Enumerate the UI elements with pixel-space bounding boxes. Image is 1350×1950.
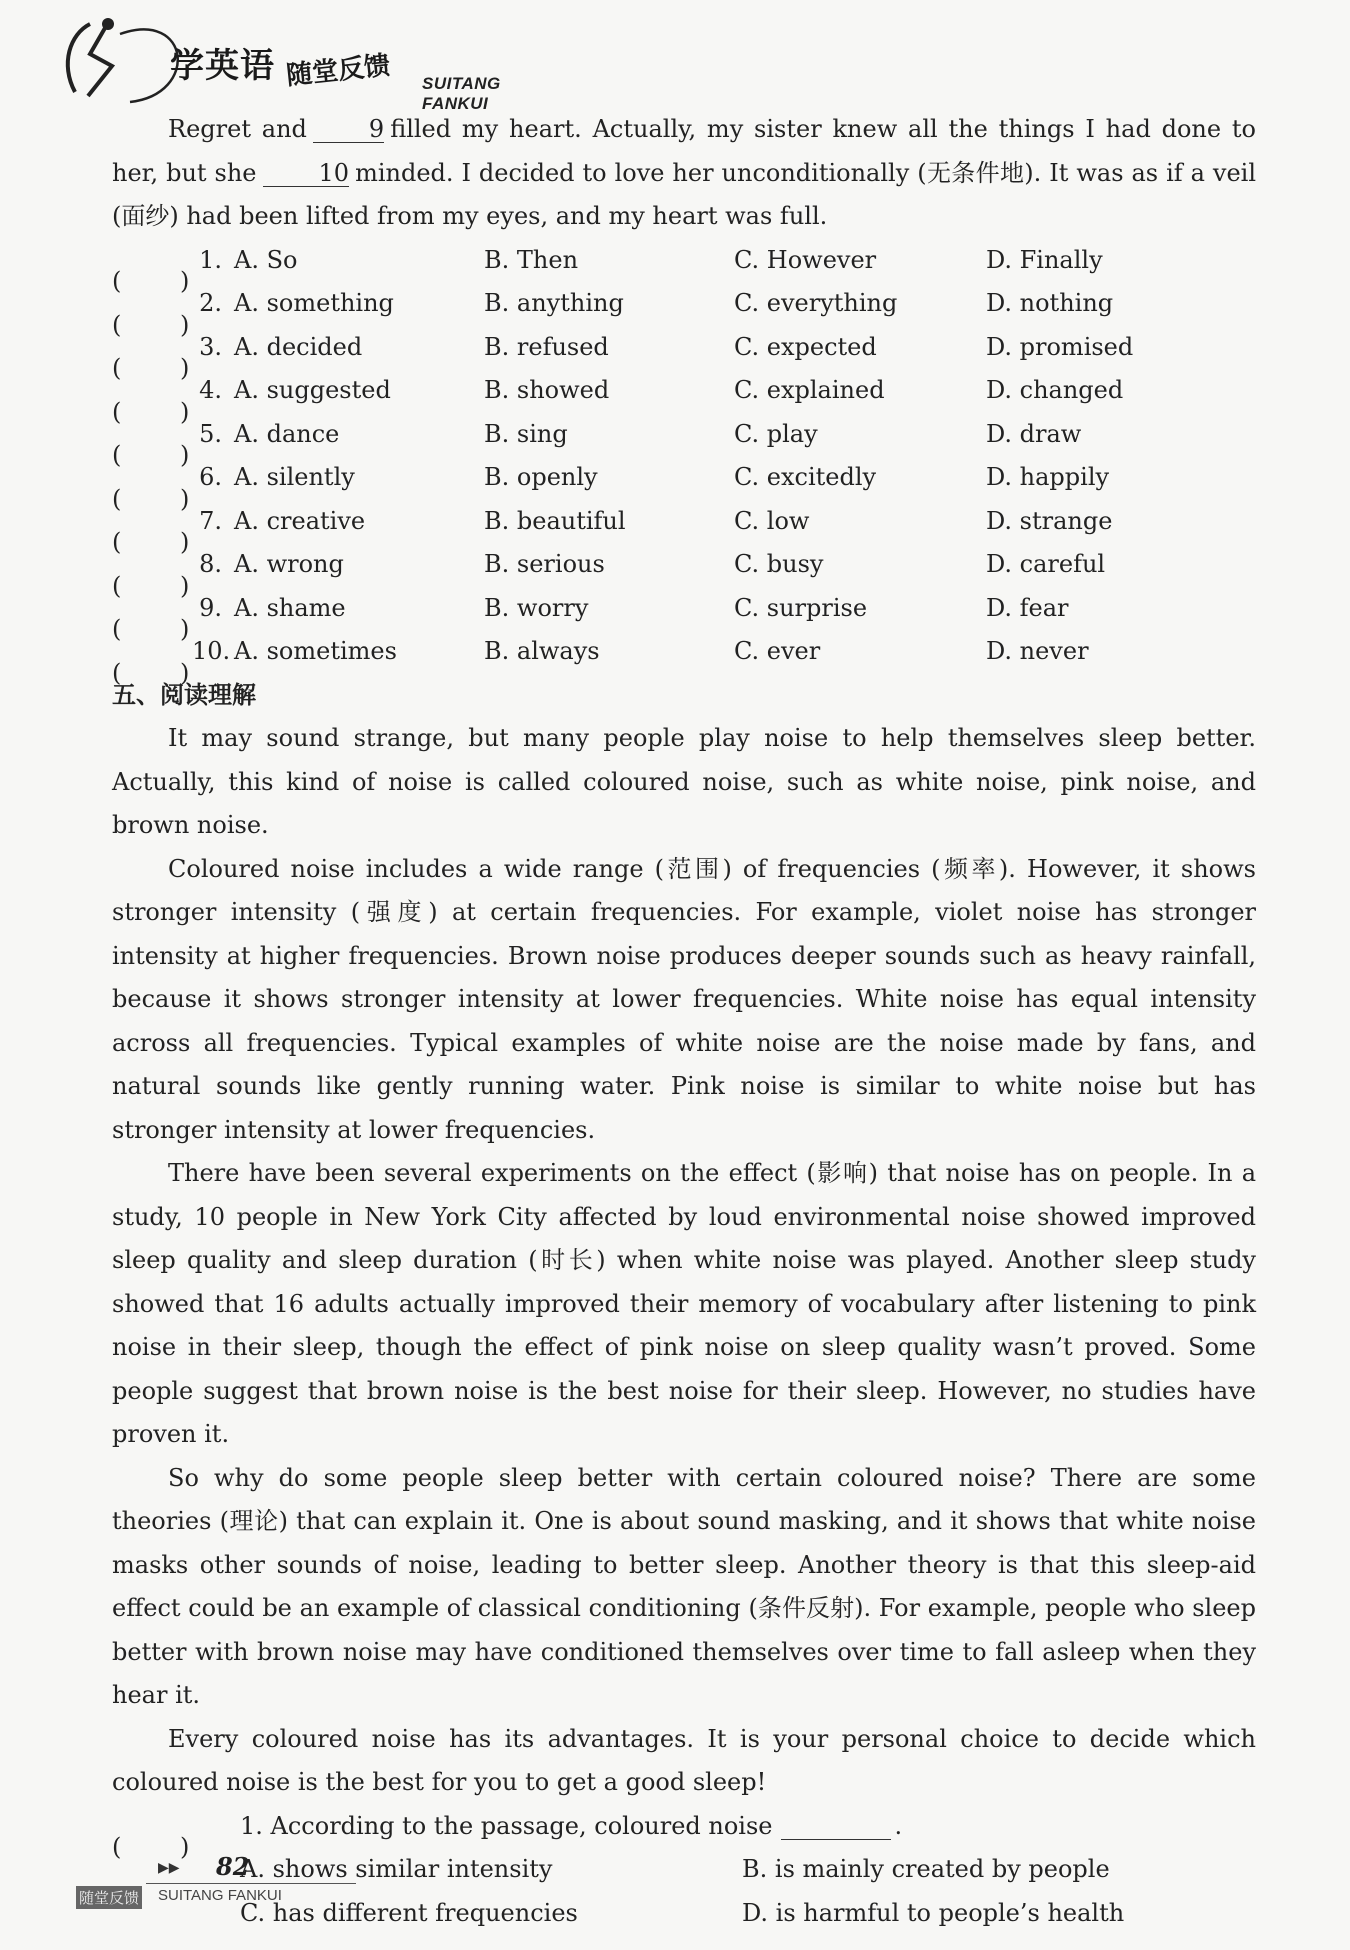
option-b[interactable]: B. openly — [484, 463, 598, 491]
option-b[interactable]: B. worry — [484, 593, 589, 622]
footer-label-cn: 随堂反馈 — [76, 1886, 142, 1909]
cloze-question-row: ( ) 1. A. So B. Then C. However D. Finally — [112, 239, 1256, 283]
option-a[interactable]: A. creative — [234, 506, 366, 535]
option-b[interactable]: B. always — [484, 637, 600, 665]
logo-title: 学英语 — [170, 46, 275, 86]
option-a[interactable]: A. something — [234, 289, 394, 317]
footer-label-en: SUITANG FANKUI — [158, 1887, 282, 1904]
option-c[interactable]: C. expected — [734, 332, 877, 361]
blank-10[interactable]: 10 — [263, 160, 350, 187]
question-stem: 1. According to the passage, coloured noise — [240, 1811, 773, 1840]
option-d[interactable]: D. fear — [986, 593, 1069, 622]
double-arrow-icon: ▶▶ — [158, 1860, 180, 1876]
cloze-passage-end: Regret and 9 filled my heart. Actually, my sister knew all the things I had done to her, but she 10 minded. I decided to love her unconditionally (无条件地). It was as if a veil (面纱) had been lifted from my eyes, and my heart was full. — [112, 115, 1256, 230]
logo-subtitle: 随堂反馈 — [284, 50, 392, 92]
page-header — [50, 14, 570, 113]
reading-paragraph: Coloured noise includes a wide range (范围) of frequencies (频率). However, it shows stronger intensity (强度) at certain frequencies. For example, violet noise has stronger intensity at higher frequencies. Brown noise produces deeper sounds such as heavy rainfall, because it shows stronger intensity at lower frequencies. White noise has equal intensity across all frequencies. Typical examples of white noise are the noise made by fans, and natural sounds like gently running water. Pink noise is similar to white noise but has stronger intensity at lower frequencies. — [112, 854, 1256, 1144]
section-heading: 五、阅读理解 — [112, 680, 256, 709]
option-a[interactable]: A. suggested — [234, 376, 391, 404]
option-b[interactable]: B. Then — [484, 245, 579, 274]
option-c[interactable]: C. excitedly — [734, 463, 877, 491]
option-a[interactable]: A. silently — [234, 463, 355, 491]
logo-runner-icon — [50, 14, 190, 104]
page-number: 82 — [216, 1852, 250, 1881]
blank-9[interactable]: 9 — [313, 116, 384, 143]
option-d[interactable]: D. changed — [986, 376, 1124, 404]
option-b[interactable]: B. serious — [484, 550, 605, 578]
reading-paragraph: It may sound strange, but many people play noise to help themselves sleep better. Actually, this kind of noise is called coloured noise, such as white noise, pink noise, and brown noise. — [112, 724, 1256, 839]
option-b[interactable]: B. beautiful — [484, 506, 626, 535]
option-d[interactable]: D. strange — [986, 506, 1113, 535]
cloze-question-row: ( ) 3. A. decided B. refused C. expected D. promised — [112, 326, 1256, 370]
option-d[interactable]: D. Finally — [986, 245, 1103, 274]
cloze-question-list — [112, 239, 1256, 687]
option-b[interactable]: B. showed — [484, 376, 610, 404]
option-d[interactable]: D. happily — [986, 463, 1110, 491]
option-c[interactable]: C. busy — [734, 550, 824, 578]
choice-b[interactable]: B. is mainly created by people — [742, 1855, 1110, 1883]
option-a[interactable]: A. decided — [234, 332, 363, 361]
cloze-question-row: ( ) 8. A. wrong B. serious C. busy D. careful — [112, 543, 1256, 587]
cloze-question-row: ( ) 9. A. shame B. worry C. surprise D. fear — [112, 587, 1256, 631]
option-c[interactable]: C. However — [734, 245, 877, 274]
option-a[interactable]: A. So — [234, 245, 298, 274]
cloze-question-row: ( ) 5. A. dance B. sing C. play D. draw — [112, 413, 1256, 457]
reading-paragraph: So why do some people sleep better with certain coloured noise? There are some theories (理论) that can explain it. One is about sound masking, and it shows that white noise masks other sounds of noise, leading to better sleep. Another theory is that this sleep-aid effect could be an example of classical conditioning (条件反射). For example, people who sleep better with brown noise may have conditioned themselves over time to fall asleep when they hear it. — [112, 1463, 1256, 1709]
option-b[interactable]: B. refused — [484, 332, 609, 361]
choice-d[interactable]: D. is harmful to people’s health — [742, 1898, 1125, 1927]
reading-paragraph: Every coloured noise has its advantages. It is your personal choice to decide which coloured noise is the best for you to get a good sleep! — [112, 1724, 1256, 1796]
footer-divider — [146, 1883, 356, 1884]
choice-c[interactable]: C. has different frequencies — [240, 1898, 578, 1927]
cloze-question-row: ( ) 2. A. something B. anything C. everything D. nothing — [112, 282, 1256, 326]
option-c[interactable]: C. ever — [734, 637, 821, 665]
option-a[interactable]: A. dance — [234, 419, 340, 448]
reading-paragraph: There have been several experiments on the effect (影响) that noise has on people. In a study, 10 people in New York City affected by loud environmental noise showed improved sleep quality and sleep duration (时长) when white noise was played. Another sleep study showed that 16 adults actually improved their memory of vocabulary after listening to pink noise in their sleep, though the effect of pink noise on sleep quality wasn’t proved. Some people suggest that brown noise is the best noise for their sleep. However, no studies have proven it. — [112, 1159, 1256, 1448]
option-c[interactable]: C. surprise — [734, 593, 868, 622]
cloze-question-row: ( ) 10. A. sometimes B. always C. ever D. never — [112, 630, 1256, 674]
option-b[interactable]: B. anything — [484, 289, 624, 317]
cloze-question-row: ( ) 7. A. creative B. beautiful C. low D. strange — [112, 500, 1256, 544]
reading-question-1: ( ) 1. According to the passage, coloured noise . — [112, 1805, 1256, 1849]
option-d[interactable]: D. draw — [986, 419, 1082, 448]
option-d[interactable]: D. nothing — [986, 289, 1114, 317]
option-d[interactable]: D. careful — [986, 550, 1106, 578]
option-a[interactable]: A. wrong — [234, 550, 344, 578]
option-b[interactable]: B. sing — [484, 419, 568, 448]
option-a[interactable]: A. shame — [234, 593, 346, 622]
logo-subtitle-en: SUITANG FANKUI — [422, 74, 501, 113]
cloze-question-row: ( ) 4. A. suggested B. showed C. explained D. changed — [112, 369, 1256, 413]
option-c[interactable]: C. play — [734, 419, 818, 448]
page-footer — [76, 1852, 376, 1912]
option-d[interactable]: D. never — [986, 637, 1089, 665]
option-d[interactable]: D. promised — [986, 332, 1134, 361]
option-c[interactable]: C. explained — [734, 376, 885, 404]
option-c[interactable]: C. low — [734, 506, 810, 535]
page-content — [112, 108, 1256, 1935]
choice-a[interactable]: A. shows similar intensity — [240, 1855, 553, 1883]
option-c[interactable]: C. everything — [734, 289, 898, 317]
option-a[interactable]: A. sometimes — [234, 637, 397, 665]
answer-blank[interactable] — [781, 1813, 891, 1840]
cloze-question-row: ( ) 6. A. silently B. openly C. excitedly D. happily — [112, 456, 1256, 500]
